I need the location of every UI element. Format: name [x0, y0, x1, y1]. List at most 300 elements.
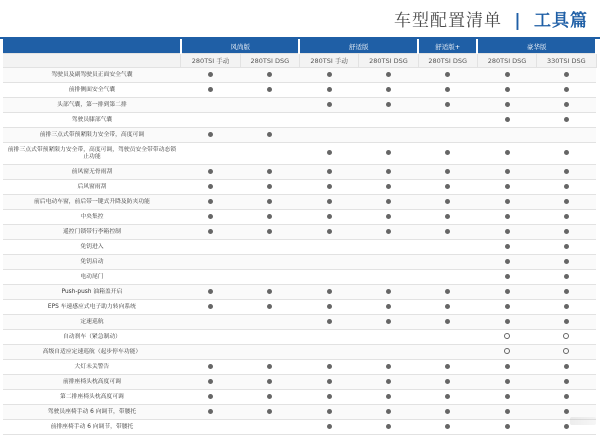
standard-dot-icon: [267, 379, 272, 384]
standard-dot-icon: [208, 87, 213, 92]
standard-dot-icon: [505, 214, 510, 219]
feature-label: 前排侧面安全气囊: [3, 83, 181, 98]
standard-dot-icon: [445, 289, 450, 294]
feature-cell: [477, 405, 536, 420]
feature-label: 免钥启动: [3, 255, 181, 270]
standard-dot-icon: [267, 214, 272, 219]
feature-cell: [418, 255, 477, 270]
standard-dot-icon: [327, 289, 332, 294]
feature-cell: [240, 390, 299, 405]
feature-cell: [299, 285, 358, 300]
feature-cell: [418, 98, 477, 113]
feature-cell: [477, 420, 536, 435]
feature-cell: [418, 270, 477, 285]
standard-dot-icon: [267, 199, 272, 204]
feature-cell: [477, 68, 536, 83]
table-row: [3, 165, 596, 180]
table-row: [3, 210, 596, 225]
standard-dot-icon: [386, 102, 391, 107]
feature-cell: [477, 225, 536, 240]
standard-dot-icon: [386, 424, 391, 429]
standard-dot-icon: [564, 150, 569, 155]
standard-dot-icon: [564, 87, 569, 92]
standard-dot-icon: [267, 304, 272, 309]
standard-dot-icon: [386, 87, 391, 92]
standard-dot-icon: [327, 319, 332, 324]
standard-dot-icon: [386, 214, 391, 219]
standard-dot-icon: [327, 214, 332, 219]
optional-ring-icon: [504, 348, 510, 354]
trim-header-blank: [3, 39, 181, 54]
table-row: [3, 143, 596, 165]
engine-header-row: [3, 54, 596, 68]
feature-cell: [299, 360, 358, 375]
feature-cell: [418, 128, 477, 143]
table-row: [3, 330, 596, 345]
feature-cell: [537, 195, 596, 210]
feature-cell: [359, 405, 418, 420]
standard-dot-icon: [445, 364, 450, 369]
standard-dot-icon: [386, 169, 391, 174]
trim-header: 舒适版: [299, 39, 418, 54]
feature-cell: [537, 180, 596, 195]
feature-cell: [359, 210, 418, 225]
feature-cell: [537, 300, 596, 315]
feature-cell: [537, 165, 596, 180]
feature-cell: [477, 180, 536, 195]
standard-dot-icon: [386, 364, 391, 369]
feature-cell: [299, 375, 358, 390]
feature-cell: [240, 225, 299, 240]
standard-dot-icon: [208, 409, 213, 414]
feature-cell: [359, 315, 418, 330]
standard-dot-icon: [386, 150, 391, 155]
feature-label: 免钥进入: [3, 240, 181, 255]
standard-dot-icon: [327, 229, 332, 234]
feature-cell: [477, 270, 536, 285]
feature-cell: [240, 405, 299, 420]
table-row: [3, 345, 596, 360]
feature-cell: [181, 300, 240, 315]
feature-cell: [181, 285, 240, 300]
standard-dot-icon: [386, 409, 391, 414]
trim-header-row: [3, 39, 596, 54]
standard-dot-icon: [505, 394, 510, 399]
feature-cell: [418, 195, 477, 210]
feature-cell: [537, 315, 596, 330]
feature-cell: [181, 83, 240, 98]
table-row: [3, 68, 596, 83]
feature-cell: [418, 113, 477, 128]
standard-dot-icon: [564, 102, 569, 107]
standard-dot-icon: [327, 364, 332, 369]
standard-dot-icon: [327, 424, 332, 429]
standard-dot-icon: [386, 319, 391, 324]
feature-cell: [240, 285, 299, 300]
title-subtitle: 工具篇: [534, 11, 588, 31]
standard-dot-icon: [445, 229, 450, 234]
standard-dot-icon: [445, 150, 450, 155]
standard-dot-icon: [505, 289, 510, 294]
trim-header: 豪华版: [477, 39, 596, 54]
feature-label: 遥控门锁带行李箱控制: [3, 225, 181, 240]
feature-cell: [359, 225, 418, 240]
standard-dot-icon: [267, 169, 272, 174]
feature-cell: [240, 315, 299, 330]
feature-label: 后风窗雨刮: [3, 180, 181, 195]
feature-cell: [359, 360, 418, 375]
feature-cell: [240, 375, 299, 390]
feature-cell: [240, 210, 299, 225]
table-row: [3, 225, 596, 240]
standard-dot-icon: [386, 379, 391, 384]
standard-dot-icon: [327, 72, 332, 77]
standard-dot-icon: [445, 319, 450, 324]
feature-cell: [418, 360, 477, 375]
feature-cell: [537, 98, 596, 113]
page-title: [394, 6, 588, 31]
standard-dot-icon: [564, 259, 569, 264]
feature-cell: [418, 300, 477, 315]
standard-dot-icon: [505, 169, 510, 174]
standard-dot-icon: [208, 72, 213, 77]
feature-cell: [359, 165, 418, 180]
feature-cell: [537, 285, 596, 300]
page-header: [0, 0, 600, 38]
feature-cell: [240, 113, 299, 128]
feature-cell: [240, 165, 299, 180]
feature-cell: [418, 345, 477, 360]
feature-cell: [418, 143, 477, 165]
feature-cell: [299, 315, 358, 330]
standard-dot-icon: [564, 364, 569, 369]
engine-header: 280TSI DSG: [477, 54, 536, 68]
feature-cell: [477, 255, 536, 270]
feature-cell: [477, 83, 536, 98]
feature-cell: [299, 143, 358, 165]
feature-cell: [181, 315, 240, 330]
feature-cell: [240, 195, 299, 210]
feature-cell: [359, 240, 418, 255]
feature-cell: [418, 68, 477, 83]
feature-cell: [181, 240, 240, 255]
feature-label: 头部气囊，第一排到第二排: [3, 98, 181, 113]
table-row: [3, 128, 596, 143]
feature-cell: [240, 83, 299, 98]
feature-cell: [359, 270, 418, 285]
table-row: [3, 98, 596, 113]
standard-dot-icon: [445, 87, 450, 92]
table-row: [3, 300, 596, 315]
feature-cell: [537, 113, 596, 128]
table-row: [3, 405, 596, 420]
standard-dot-icon: [267, 72, 272, 77]
feature-cell: [537, 390, 596, 405]
standard-dot-icon: [327, 150, 332, 155]
standard-dot-icon: [208, 229, 213, 234]
feature-cell: [477, 390, 536, 405]
feature-cell: [299, 255, 358, 270]
standard-dot-icon: [564, 424, 569, 429]
standard-dot-icon: [505, 184, 510, 189]
feature-cell: [299, 113, 358, 128]
feature-cell: [418, 405, 477, 420]
feature-label: 驾驶员膝部气囊: [3, 113, 181, 128]
table-row: [3, 390, 596, 405]
feature-cell: [240, 240, 299, 255]
standard-dot-icon: [267, 289, 272, 294]
feature-cell: [477, 165, 536, 180]
feature-cell: [240, 360, 299, 375]
table-row: [3, 180, 596, 195]
standard-dot-icon: [505, 259, 510, 264]
feature-cell: [299, 270, 358, 285]
feature-cell: [418, 180, 477, 195]
standard-dot-icon: [327, 304, 332, 309]
feature-cell: [359, 255, 418, 270]
standard-dot-icon: [386, 289, 391, 294]
watermark-logo: [570, 417, 596, 425]
standard-dot-icon: [386, 199, 391, 204]
engine-header: 280TSI 手动: [181, 54, 240, 68]
standard-dot-icon: [564, 304, 569, 309]
feature-cell: [181, 390, 240, 405]
feature-cell: [181, 270, 240, 285]
feature-cell: [359, 180, 418, 195]
standard-dot-icon: [564, 319, 569, 324]
feature-cell: [240, 330, 299, 345]
standard-dot-icon: [505, 102, 510, 107]
table-row: [3, 315, 596, 330]
feature-cell: [359, 300, 418, 315]
table-row: [3, 195, 596, 210]
standard-dot-icon: [564, 199, 569, 204]
optional-ring-icon: [563, 333, 569, 339]
standard-dot-icon: [445, 214, 450, 219]
feature-cell: [299, 195, 358, 210]
feature-cell: [537, 240, 596, 255]
engine-header-blank: [3, 54, 181, 68]
standard-dot-icon: [564, 289, 569, 294]
feature-label: 前排三点式带预紧限力安全带，高度可调: [3, 128, 181, 143]
feature-cell: [240, 180, 299, 195]
feature-cell: [418, 83, 477, 98]
table-row: [3, 255, 596, 270]
feature-cell: [181, 405, 240, 420]
feature-cell: [181, 330, 240, 345]
standard-dot-icon: [267, 394, 272, 399]
standard-dot-icon: [505, 199, 510, 204]
feature-cell: [299, 165, 358, 180]
table-row: [3, 285, 596, 300]
standard-dot-icon: [505, 409, 510, 414]
feature-cell: [299, 210, 358, 225]
feature-cell: [299, 98, 358, 113]
standard-dot-icon: [386, 184, 391, 189]
standard-dot-icon: [445, 394, 450, 399]
feature-cell: [418, 420, 477, 435]
standard-dot-icon: [445, 409, 450, 414]
standard-dot-icon: [267, 87, 272, 92]
feature-cell: [537, 270, 596, 285]
table-row: [3, 113, 596, 128]
standard-dot-icon: [505, 274, 510, 279]
feature-label: 前后电动车窗，前后带一键式升降及防夹功能: [3, 195, 181, 210]
feature-cell: [299, 128, 358, 143]
feature-cell: [299, 330, 358, 345]
standard-dot-icon: [505, 87, 510, 92]
feature-cell: [477, 240, 536, 255]
feature-cell: [359, 195, 418, 210]
feature-cell: [240, 255, 299, 270]
feature-label: 高级自适应定速巡航（起步停车功能）: [3, 345, 181, 360]
feature-label: 驾驶员座椅手动 6 向调节，带腰托: [3, 405, 181, 420]
feature-cell: [537, 68, 596, 83]
feature-cell: [359, 68, 418, 83]
feature-cell: [181, 345, 240, 360]
feature-cell: [181, 180, 240, 195]
standard-dot-icon: [386, 394, 391, 399]
feature-cell: [537, 255, 596, 270]
standard-dot-icon: [564, 184, 569, 189]
feature-cell: [299, 240, 358, 255]
standard-dot-icon: [208, 394, 213, 399]
feature-cell: [240, 98, 299, 113]
feature-cell: [477, 300, 536, 315]
standard-dot-icon: [208, 289, 213, 294]
feature-cell: [240, 68, 299, 83]
feature-label: 前排座椅头枕高度可调: [3, 375, 181, 390]
standard-dot-icon: [267, 229, 272, 234]
standard-dot-icon: [386, 229, 391, 234]
feature-cell: [418, 330, 477, 345]
feature-cell: [299, 225, 358, 240]
feature-cell: [181, 420, 240, 435]
feature-cell: [477, 113, 536, 128]
feature-cell: [477, 98, 536, 113]
feature-cell: [537, 128, 596, 143]
standard-dot-icon: [445, 379, 450, 384]
standard-dot-icon: [327, 169, 332, 174]
standard-dot-icon: [327, 409, 332, 414]
table-row: [3, 375, 596, 390]
standard-dot-icon: [327, 184, 332, 189]
feature-cell: [418, 315, 477, 330]
feature-label: 第二排座椅头枕高度可调: [3, 390, 181, 405]
standard-dot-icon: [564, 379, 569, 384]
feature-label: 前排三点式带预紧限力安全带，高度可调，驾驶员安全带带动态锁止功能: [3, 143, 181, 165]
standard-dot-icon: [327, 379, 332, 384]
feature-cell: [418, 165, 477, 180]
feature-cell: [418, 240, 477, 255]
feature-cell: [418, 390, 477, 405]
feature-cell: [181, 255, 240, 270]
standard-dot-icon: [505, 229, 510, 234]
feature-cell: [299, 83, 358, 98]
standard-dot-icon: [564, 214, 569, 219]
feature-cell: [477, 143, 536, 165]
feature-label: EPS 车速感应式电子助力转向系统: [3, 300, 181, 315]
table-row: [3, 240, 596, 255]
standard-dot-icon: [564, 169, 569, 174]
standard-dot-icon: [208, 184, 213, 189]
feature-cell: [299, 390, 358, 405]
standard-dot-icon: [445, 199, 450, 204]
engine-header: 280TSI DSG: [418, 54, 477, 68]
feature-label: 自动刹车（紧急制动）: [3, 330, 181, 345]
standard-dot-icon: [327, 394, 332, 399]
feature-label: 前排座椅手动 6 向调节，带腰托: [3, 420, 181, 435]
feature-cell: [359, 330, 418, 345]
feature-cell: [359, 390, 418, 405]
feature-cell: [477, 360, 536, 375]
feature-cell: [240, 128, 299, 143]
optional-ring-icon: [563, 348, 569, 354]
standard-dot-icon: [267, 184, 272, 189]
feature-cell: [240, 420, 299, 435]
feature-cell: [537, 143, 596, 165]
feature-cell: [418, 375, 477, 390]
feature-cell: [537, 225, 596, 240]
optional-ring-icon: [504, 333, 510, 339]
standard-dot-icon: [505, 424, 510, 429]
standard-dot-icon: [208, 364, 213, 369]
title-main: 车型配置清单: [393, 11, 502, 31]
feature-label: 大灯未关警告: [3, 360, 181, 375]
feature-label: 前风窗无骨雨刮: [3, 165, 181, 180]
standard-dot-icon: [564, 229, 569, 234]
engine-header: 280TSI 手动: [299, 54, 358, 68]
feature-cell: [359, 113, 418, 128]
feature-cell: [181, 225, 240, 240]
feature-cell: [537, 210, 596, 225]
standard-dot-icon: [327, 199, 332, 204]
feature-cell: [240, 270, 299, 285]
engine-header: 330TSI DSG: [537, 54, 596, 68]
standard-dot-icon: [208, 304, 213, 309]
feature-cell: [477, 330, 536, 345]
standard-dot-icon: [208, 199, 213, 204]
feature-cell: [181, 375, 240, 390]
standard-dot-icon: [386, 304, 391, 309]
feature-cell: [477, 345, 536, 360]
feature-cell: [181, 128, 240, 143]
table-row: [3, 420, 596, 435]
feature-cell: [418, 210, 477, 225]
feature-cell: [359, 83, 418, 98]
feature-cell: [359, 143, 418, 165]
feature-cell: [181, 98, 240, 113]
trim-header: 舒适版+: [418, 39, 477, 54]
feature-cell: [537, 375, 596, 390]
feature-cell: [477, 195, 536, 210]
standard-dot-icon: [505, 304, 510, 309]
standard-dot-icon: [267, 364, 272, 369]
table-row: [3, 83, 596, 98]
standard-dot-icon: [505, 379, 510, 384]
standard-dot-icon: [208, 214, 213, 219]
standard-dot-icon: [327, 87, 332, 92]
standard-dot-icon: [505, 117, 510, 122]
standard-dot-icon: [208, 379, 213, 384]
feature-cell: [359, 345, 418, 360]
table-row: [3, 270, 596, 285]
feature-cell: [240, 143, 299, 165]
feature-cell: [537, 83, 596, 98]
standard-dot-icon: [505, 150, 510, 155]
standard-dot-icon: [445, 169, 450, 174]
standard-dot-icon: [564, 409, 569, 414]
